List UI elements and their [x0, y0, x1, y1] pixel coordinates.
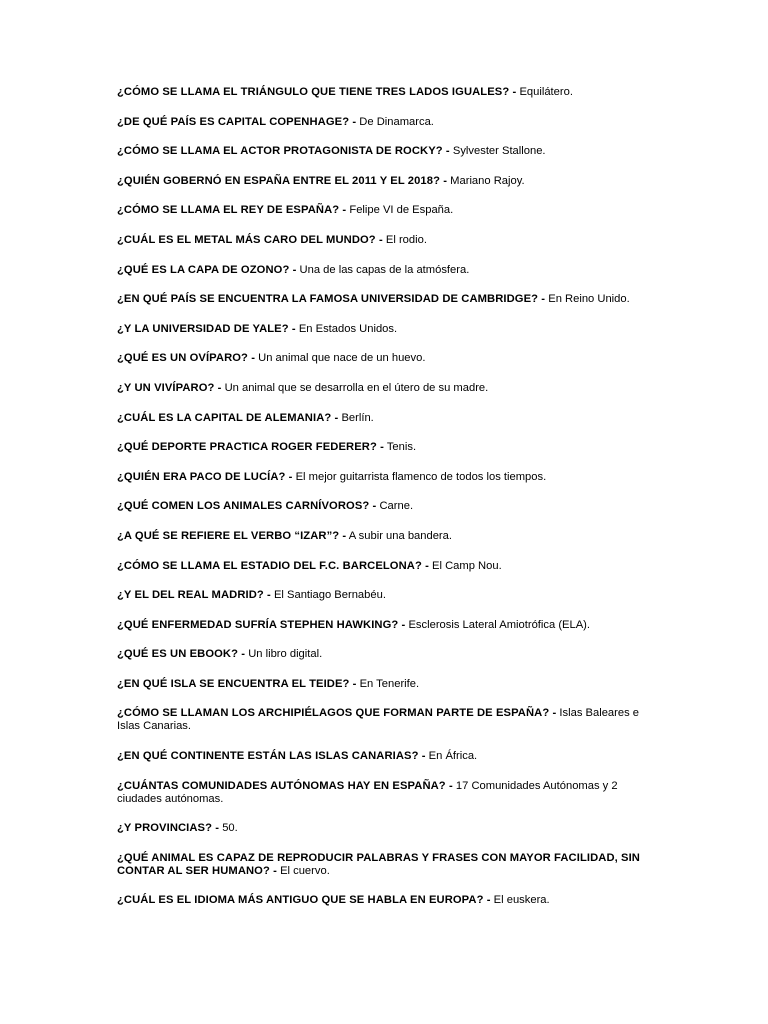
answer-text: Mariano Rajoy.	[450, 174, 525, 187]
qa-item	[117, 822, 650, 835]
qa-item	[117, 750, 650, 763]
qa-item	[117, 780, 650, 806]
question-text: ¿QUIÉN GOBERNÓ EN ESPAÑA ENTRE EL 2011 Y EL 2018? -	[117, 174, 448, 187]
question-text: ¿CÓMO SE LLAMA EL ESTADIO DEL F.C. BARCELONA? -	[117, 559, 429, 572]
qa-item	[117, 293, 650, 306]
qa-item	[117, 852, 650, 878]
answer-text: El euskera.	[493, 894, 550, 907]
question-text: ¿A QUÉ SE REFIERE EL VERBO “IZAR”? -	[117, 529, 347, 542]
question-text: ¿Y UN VIVÍPARO? -	[117, 381, 222, 394]
answer-text: El Santiago Bernabéu.	[273, 589, 386, 602]
answer-text: El cuervo.	[280, 864, 330, 877]
qa-item	[117, 175, 650, 188]
qa-item	[117, 412, 650, 425]
answer-text: 50.	[222, 822, 238, 835]
qa-item	[117, 441, 650, 454]
answer-text: A subir una bandera.	[348, 529, 452, 542]
answer-text: Felipe VI de España.	[349, 204, 454, 217]
question-text: ¿QUIÉN ERA PACO DE LUCÍA? -	[117, 470, 293, 483]
question-text: ¿Y LA UNIVERSIDAD DE YALE? -	[117, 322, 296, 335]
question-text: ¿QUÉ ANIMAL ES CAPAZ DE REPRODUCIR PALABRAS Y FRASES CON MAYOR FACILIDAD, SIN CONTAR AL SER HUMANO? -	[117, 851, 640, 877]
qa-item	[117, 530, 650, 543]
qa-item	[117, 145, 650, 158]
answer-text: Un animal que se desarrolla en el útero de su madre.	[224, 381, 489, 394]
qa-item	[117, 500, 650, 513]
question-text: ¿CUÁL ES LA CAPITAL DE ALEMANIA? -	[117, 411, 339, 424]
answer-text: Islas Baleares e Islas Canarias.	[117, 707, 640, 733]
qa-item	[117, 648, 650, 661]
answer-text: Un libro digital.	[248, 648, 323, 661]
question-text: ¿QUÉ ES LA CAPA DE OZONO? -	[117, 263, 297, 276]
qa-item	[117, 86, 650, 99]
question-text: ¿EN QUÉ ISLA SE ENCUENTRA EL TEIDE? -	[117, 677, 357, 690]
question-text: ¿EN QUÉ CONTINENTE ESTÁN LAS ISLAS CANARIAS? -	[117, 750, 426, 763]
answer-text: Equilátero.	[519, 86, 573, 98]
qa-item	[117, 204, 650, 217]
answer-text: El rodio.	[385, 233, 427, 246]
question-text: ¿EN QUÉ PAÍS SE ENCUENTRA LA FAMOSA UNIVERSIDAD DE CAMBRIDGE? -	[117, 293, 546, 306]
answer-text: En Estados Unidos.	[298, 322, 398, 335]
question-text: ¿QUÉ ES UN OVÍPARO? -	[117, 352, 256, 365]
qa-item	[117, 678, 650, 691]
qa-item	[117, 471, 650, 484]
question-text: ¿CÓMO SE LLAMAN LOS ARCHIPIÉLAGOS QUE FORMAN PARTE DE ESPAÑA? -	[117, 707, 557, 720]
answer-text: En Tenerife.	[359, 677, 420, 690]
qa-item	[117, 560, 650, 573]
answer-text: Esclerosis Lateral Amiotrófica (ELA).	[408, 618, 591, 631]
qa-item	[117, 382, 650, 395]
answer-text: Tenis.	[386, 441, 417, 454]
question-text: ¿QUÉ ES UN EBOOK? -	[117, 648, 246, 661]
answer-text: Berlín.	[341, 411, 374, 424]
qa-item	[117, 234, 650, 247]
question-text: ¿QUÉ COMEN LOS ANIMALES CARNÍVOROS? -	[117, 500, 377, 513]
question-text: ¿CÓMO SE LLAMA EL REY DE ESPAÑA? -	[117, 204, 347, 217]
qa-item	[117, 894, 650, 907]
question-text: ¿QUÉ DEPORTE PRACTICA ROGER FEDERER? -	[117, 441, 384, 454]
question-text: ¿CÓMO SE LLAMA EL ACTOR PROTAGONISTA DE ROCKY? -	[117, 145, 450, 158]
qa-item	[117, 352, 650, 365]
qa-item	[117, 619, 650, 632]
answer-text: Un animal que nace de un huevo.	[258, 352, 426, 365]
question-text: ¿DE QUÉ PAÍS ES CAPITAL COPENHAGE? -	[117, 115, 357, 128]
answer-text: El Camp Nou.	[432, 559, 502, 572]
question-text: ¿CÓMO SE LLAMA EL TRIÁNGULO QUE TIENE TRES LADOS IGUALES? -	[117, 86, 517, 98]
answer-text: Carne.	[379, 500, 414, 513]
question-text: ¿Y PROVINCIAS? -	[117, 822, 220, 835]
answer-text: Sylvester Stallone.	[452, 145, 546, 158]
answer-text: 17 Comunidades Autónomas y 2 ciudades autónomas.	[117, 779, 618, 805]
question-text: ¿CUÁNTAS COMUNIDADES AUTÓNOMAS HAY EN ESPAÑA? -	[117, 779, 453, 792]
answer-text: Una de las capas de la atmósfera.	[299, 263, 470, 276]
qa-item	[117, 264, 650, 277]
question-text: ¿CUÁL ES EL METAL MÁS CARO DEL MUNDO? -	[117, 233, 383, 246]
answer-text: En Reino Unido.	[548, 293, 630, 306]
question-text: ¿Y EL DEL REAL MADRID? -	[117, 589, 271, 602]
question-text: ¿CUÁL ES EL IDIOMA MÁS ANTIGUO QUE SE HABLA EN EUROPA? -	[117, 894, 491, 907]
answer-text: En África.	[428, 750, 478, 763]
qa-list	[117, 86, 650, 907]
answer-text: El mejor guitarrista flamenco de todos los tiempos.	[295, 470, 547, 483]
answer-text: De Dinamarca.	[359, 115, 434, 128]
qa-item	[117, 707, 650, 733]
qa-item	[117, 323, 650, 336]
qa-item	[117, 589, 650, 602]
qa-item	[117, 116, 650, 129]
question-text: ¿QUÉ ENFERMEDAD SUFRÍA STEPHEN HAWKING? -	[117, 618, 406, 631]
